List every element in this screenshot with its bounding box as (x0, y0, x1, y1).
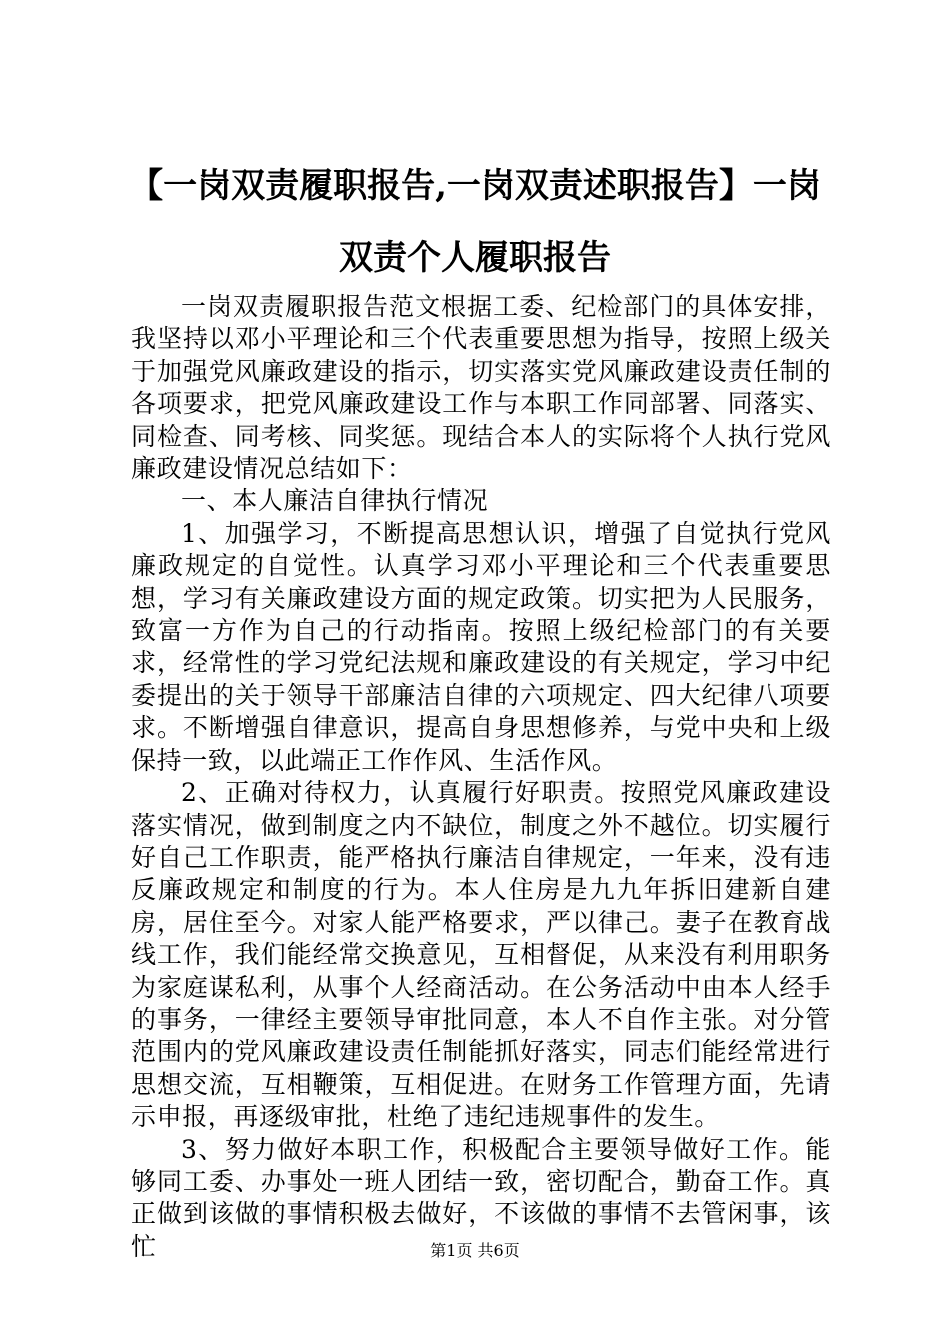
body-paragraph-1: 1、加强学习，不断提高思想认识，增强了自觉执行党风廉政规定的自觉性。认真学习邓小平理论和三个代表重要思想，学习有关廉政建设方面的规定政策。切实把为人民服务，致富一方作为自己的行动指南。按照上级纪检部门的有关要求，经常性的学习党纪法规和廉政建设的有关规定，学习中纪委提出的关于领导干部廉洁自律的六项规定、四大纪律八项要求。不断增强自律意识，提高自身思想修养，与党中央和上级保持一致，以此端正工作作风、生活作风。 (131, 518, 831, 775)
document-body (131, 291, 831, 1263)
body-paragraph-2: 2、正确对待权力，认真履行好职责。按照党风廉政建设落实情况，做到制度之内不缺位，制度之外不越位。切实履行好自己工作职责，能严格执行廉洁自律规定，一年来，没有违反廉政规定和制度的行为。本人住房是九九年拆旧建新自建房，居住至今。对家人能严格要求，严以律己。妻子在教育战线工作，我们能经常交换意见，互相督促，从来没有利用职务为家庭谋私利，从事个人经商活动。在公务活动中由本人经手的事务，一律经主要领导审批同意，本人不自作主张。对分管范围内的党风廉政建设责任制能抓好落实，同志们能经常进行思想交流，互相鞭策，互相促进。在财务工作管理方面，先请示申报，再逐级审批，杜绝了违纪违规事件的发生。 (131, 778, 831, 1132)
section-heading: 一、本人廉洁自律执行情况 (181, 486, 489, 516)
document-title: 【一岗双责履职报告,一岗双责述职报告】一岗双责个人履职报告 (129, 166, 821, 278)
intro-paragraph: 一岗双责履职报告范文根据工委、纪检部门的具体安排，我坚持以邓小平理论和三个代表重要思想为指导，按照上级关于加强党风廉政建设的指示，切实落实党风廉政建设责任制的各项要求，把党风廉政建设工作与本职工作同部署、同落实、同检查、同考核、同奖惩。现结合本人的实际将个人执行党风廉政建设情况总结如下： (131, 292, 831, 484)
page-number-footer: 第1页 共6页 (430, 1241, 520, 1260)
body-paragraph-3: 3、努力做好本职工作，积极配合主要领导做好工作。能够同工委、办事处一班人团结一致，密切配合，勤奋工作。真正做到该做的事情积极去做好，不该做的事情不去管闲事，该忙 (131, 1134, 831, 1261)
